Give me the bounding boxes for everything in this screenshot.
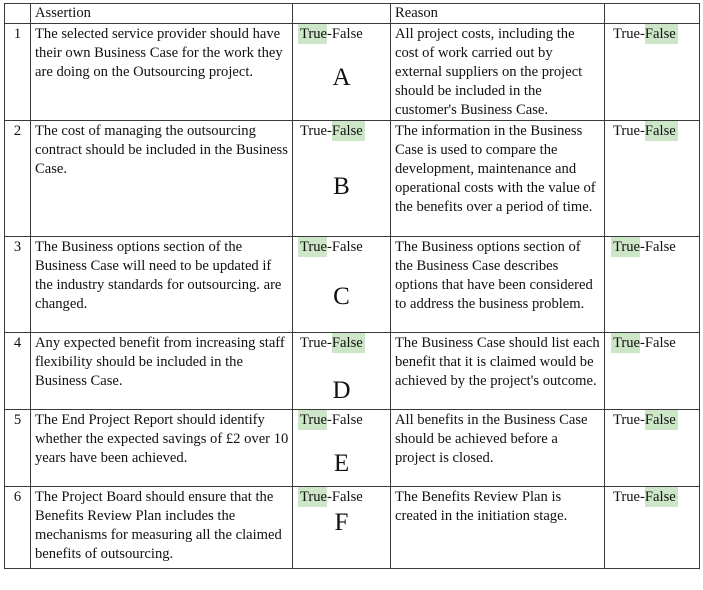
reason-true-false-toggle — [605, 237, 699, 257]
answer-letter: C — [333, 283, 350, 310]
header-reason: Reason — [391, 4, 605, 24]
option-separator: - — [640, 123, 645, 139]
false-option[interactable]: False — [644, 489, 676, 505]
answer-letter: F — [334, 509, 349, 536]
answer-letter: E — [333, 450, 350, 477]
false-option[interactable]: False — [331, 239, 363, 255]
false-option[interactable]: False — [644, 335, 676, 351]
reason-true-false-cell — [605, 237, 700, 333]
option-separator: - — [640, 239, 645, 255]
reason-true-false-cell — [605, 24, 700, 121]
option-separator: - — [327, 26, 332, 42]
header-num — [5, 4, 31, 24]
assertion-text: The cost of managing the outsourcing contract should be included in the Business Case. — [31, 121, 293, 237]
reason-text: The Business Case should list each benefit that it is claimed would be achieved by the project's outcome. — [391, 333, 605, 410]
true-option[interactable]: True — [613, 489, 641, 505]
false-option[interactable]: False — [644, 239, 676, 255]
assertion-text: Any expected benefit from increasing staff flexibility should be included in the Business Case. — [31, 333, 293, 410]
answer-letter: A — [332, 64, 351, 91]
assertion-text: The End Project Report should identify whether the expected savings of £2 over 10 years have been achieved. — [31, 410, 293, 487]
row-number: 5 — [5, 410, 31, 487]
reason-text: The Business options section of the Business Case describes options that have been considered to address the business problem. — [391, 237, 605, 333]
assertion-true-false-cell — [293, 487, 391, 569]
answer-letter: B — [333, 173, 350, 200]
reason-text: The information in the Business Case is used to compare the development, maintenance and operational costs with the value of the benefits over a period of time. — [391, 121, 605, 237]
assertion-text: The Project Board should ensure that the Benefits Review Plan includes the mechanisms for measuring all the claimed benefits of outsourcing. — [31, 487, 293, 569]
row-number: 6 — [5, 487, 31, 569]
assertion-true-false-cell — [293, 333, 391, 410]
reason-text: All project costs, including the cost of work carried out by external suppliers on the project should be included in the customer's Business Case. — [391, 24, 605, 121]
assertion-true-false-toggle — [293, 410, 390, 430]
answer-letter: D — [332, 377, 351, 404]
false-option[interactable]: False — [331, 335, 363, 351]
reason-true-false-toggle — [605, 410, 699, 430]
table-row — [5, 333, 700, 410]
row-number: 4 — [5, 333, 31, 410]
option-separator: - — [327, 335, 332, 351]
row-number: 1 — [5, 24, 31, 121]
row-number: 2 — [5, 121, 31, 237]
true-option[interactable]: True — [300, 123, 328, 139]
option-separator: - — [640, 335, 645, 351]
assertion-true-false-cell — [293, 237, 391, 333]
option-separator: - — [327, 123, 332, 139]
assertion-true-false-toggle — [293, 237, 390, 257]
table-row — [5, 487, 700, 569]
header-row — [5, 4, 700, 24]
reason-true-false-toggle — [605, 121, 699, 141]
true-option[interactable]: True — [613, 239, 641, 255]
assertion-reason-table — [4, 3, 700, 569]
reason-text: All benefits in the Business Case should be achieved before a project is closed. — [391, 410, 605, 487]
true-option[interactable]: True — [613, 412, 641, 428]
table-row — [5, 121, 700, 237]
table-row — [5, 24, 700, 121]
false-option[interactable]: False — [644, 26, 676, 42]
option-separator: - — [327, 489, 332, 505]
assertion-true-false-toggle — [293, 487, 390, 507]
false-option[interactable]: False — [331, 123, 363, 139]
reason-true-false-cell — [605, 410, 700, 487]
assertion-true-false-cell — [293, 24, 391, 121]
false-option[interactable]: False — [644, 412, 676, 428]
true-option[interactable]: True — [300, 26, 328, 42]
true-option[interactable]: True — [613, 335, 641, 351]
assertion-text: The selected service provider should have their own Business Case for the work they are doing on the Outsourcing project. — [31, 24, 293, 121]
reason-true-false-toggle — [605, 24, 699, 44]
table-row — [5, 410, 700, 487]
header-tf2 — [605, 4, 700, 24]
assertion-true-false-toggle — [293, 333, 390, 353]
header-assertion: Assertion — [31, 4, 293, 24]
true-option[interactable]: True — [300, 335, 328, 351]
option-separator: - — [640, 26, 645, 42]
true-option[interactable]: True — [300, 489, 328, 505]
option-separator: - — [640, 489, 645, 505]
false-option[interactable]: False — [331, 26, 363, 42]
row-number: 3 — [5, 237, 31, 333]
header-tf1 — [293, 4, 391, 24]
assertion-text: The Business options section of the Business Case will need to be updated if the industry standards for outsourcing. are changed. — [31, 237, 293, 333]
false-option[interactable]: False — [331, 412, 363, 428]
assertion-true-false-cell — [293, 121, 391, 237]
reason-true-false-toggle — [605, 487, 699, 507]
false-option[interactable]: False — [644, 123, 676, 139]
true-option[interactable]: True — [300, 239, 328, 255]
reason-true-false-cell — [605, 487, 700, 569]
assertion-true-false-toggle — [293, 24, 390, 44]
true-option[interactable]: True — [613, 123, 641, 139]
assertion-true-false-cell — [293, 410, 391, 487]
option-separator: - — [327, 239, 332, 255]
true-option[interactable]: True — [613, 26, 641, 42]
assertion-true-false-toggle — [293, 121, 390, 141]
true-option[interactable]: True — [300, 412, 328, 428]
reason-text: The Benefits Review Plan is created in the initiation stage. — [391, 487, 605, 569]
reason-true-false-toggle — [605, 333, 699, 353]
option-separator: - — [640, 412, 645, 428]
reason-true-false-cell — [605, 333, 700, 410]
option-separator: - — [327, 412, 332, 428]
reason-true-false-cell — [605, 121, 700, 237]
false-option[interactable]: False — [331, 489, 363, 505]
table-row — [5, 237, 700, 333]
